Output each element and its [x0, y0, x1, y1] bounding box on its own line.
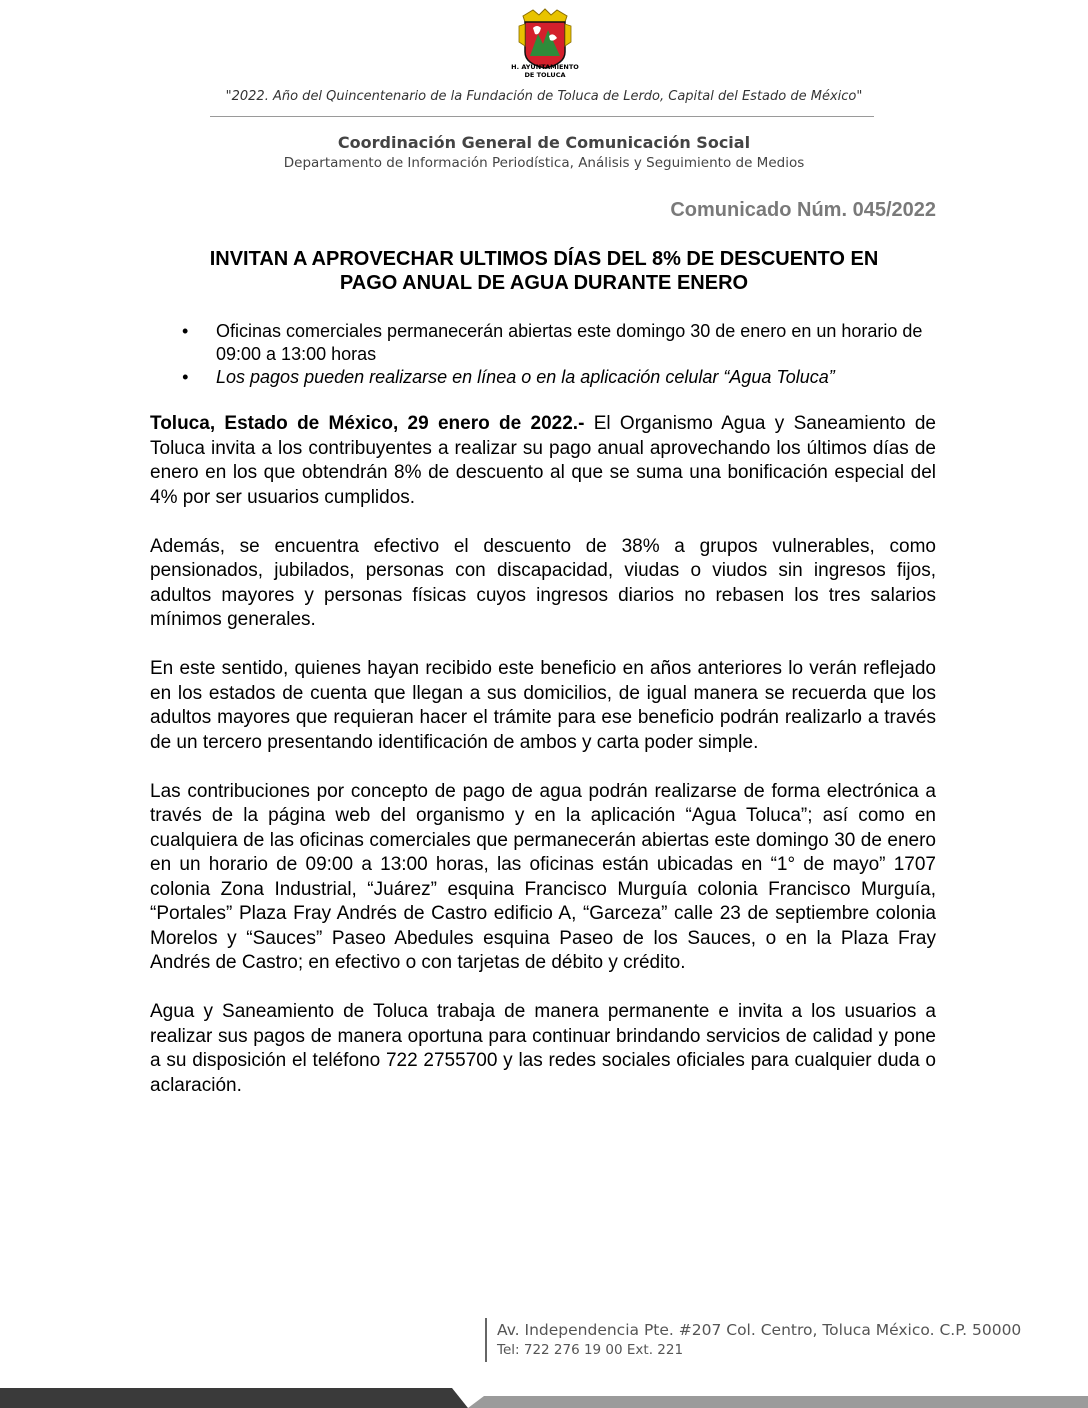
logo-caption	[490, 64, 600, 79]
headline-line1: INVITAN A APROVECHAR ULTIMOS DÍAS DEL 8% DE DESCUENTO EN	[209, 248, 879, 270]
header-divider	[210, 116, 874, 117]
paragraph-2: Además, se encuentra efectivo el descuento de 38% a grupos vulnerables, como pensionados, jubilados, personas con discapacidad, viudas o viudos sin ingresos fijos, adultos mayores y personas físicas cuyos ingresos diarios no rebasen los tres salarios mínimos generales.	[150, 535, 936, 630]
dateline: Toluca, Estado de México, 29 enero de 2022.-	[150, 413, 585, 434]
paragraph-4: Las contribuciones por concepto de pago de agua podrán realizarse de forma electrónica a través de la página web del organismo y en la aplicación “Agua Toluca”; así como en cualquiera de las oficinas comerciales que permanecerán abiertas este domingo 30 de enero en un horario de 09:00 a 13:00 horas, las oficinas están ubicadas en “1° de mayo” 1707 colonia Zona Industrial, “Juárez” esquina Francisco Murguía colonia Francisco Murguía, “Portales” Plaza Fray Andrés de Castro edificio A, “Garceza” calle 23 de septiembre colonia Morelos y “Sauces” Paseo Abedules esquina Paseo de los Sauces, o en la Plaza Fray Andrés de Castro; en efectivo o con tarjetas de débito y crédito.	[150, 780, 936, 973]
paragraph-3: En este sentido, quienes hayan recibido este beneficio en años anteriores lo verán reflejado en los estados de cuenta que llegan a sus domicilios, de igual manera se recuerda que los adultos mayores que requieran hacer el trámite para ese beneficio podrán realizarlo a través de un tercero presentando identificación de ambos y carta poder simple.	[150, 658, 936, 753]
article-body	[150, 412, 936, 1123]
comunicado-number: Comunicado Núm. 045/2022	[670, 199, 936, 221]
department-subtitle: Departamento de Información Periodística, Análisis y Seguimiento de Medios	[283, 155, 805, 171]
coordination-title: Coordinación General de Comunicación Social	[337, 133, 751, 152]
paragraph-1	[150, 412, 936, 510]
bullet-text: Los pagos pueden realizarse en línea o en la aplicación celular “Agua Toluca”	[216, 367, 835, 387]
paragraph-1-text: El Organismo Agua y Saneamiento de Toluca invita a los contribuyentes a realizar su pago anual aprovechando los últimos días de enero en los que obtendrán 8% de descuento al que se suma una bonificación especial del 4% por ser usuarios cumplidos.	[150, 413, 937, 508]
logo-caption-line1: H. AYUNTAMIENTO	[511, 63, 579, 71]
bullet-item	[150, 320, 940, 366]
footer-address: Av. Independencia Pte. #207 Col. Centro, Toluca México. C.P. 50000	[497, 1321, 1022, 1339]
footer-phone: Tel: 722 276 19 00 Ext. 221	[497, 1342, 684, 1358]
bullet-text: Oficinas comerciales permanecerán abiertas este domingo 30 de enero en un horario de 09:00 a 13:00 horas	[216, 321, 923, 364]
bullet-dot-icon: •	[182, 367, 189, 387]
year-motto: "2022. Año del Quincentenario de la Fundación de Toluca de Lerdo, Capital del Estado de México"	[225, 89, 863, 104]
logo-caption-line2: DE TOLUCA	[524, 70, 566, 79]
summary-bullets	[150, 320, 940, 389]
footer-band	[0, 1388, 1088, 1408]
headline-line2: PAGO ANUAL DE AGUA DURANTE ENERO	[339, 272, 749, 294]
bullet-item	[150, 366, 940, 389]
bullet-dot-icon: •	[182, 321, 189, 341]
footer-address-divider	[485, 1318, 487, 1362]
headline	[150, 247, 938, 295]
paragraph-5: Agua y Saneamiento de Toluca trabaja de manera permanente e invita a los usuarios a realizar sus pagos de manera oportuna para continuar brindando servicios de calidad y pone a su disposición el teléfono 722 2755700 y las redes sociales oficiales para cualquier duda o aclaración.	[150, 1001, 936, 1096]
